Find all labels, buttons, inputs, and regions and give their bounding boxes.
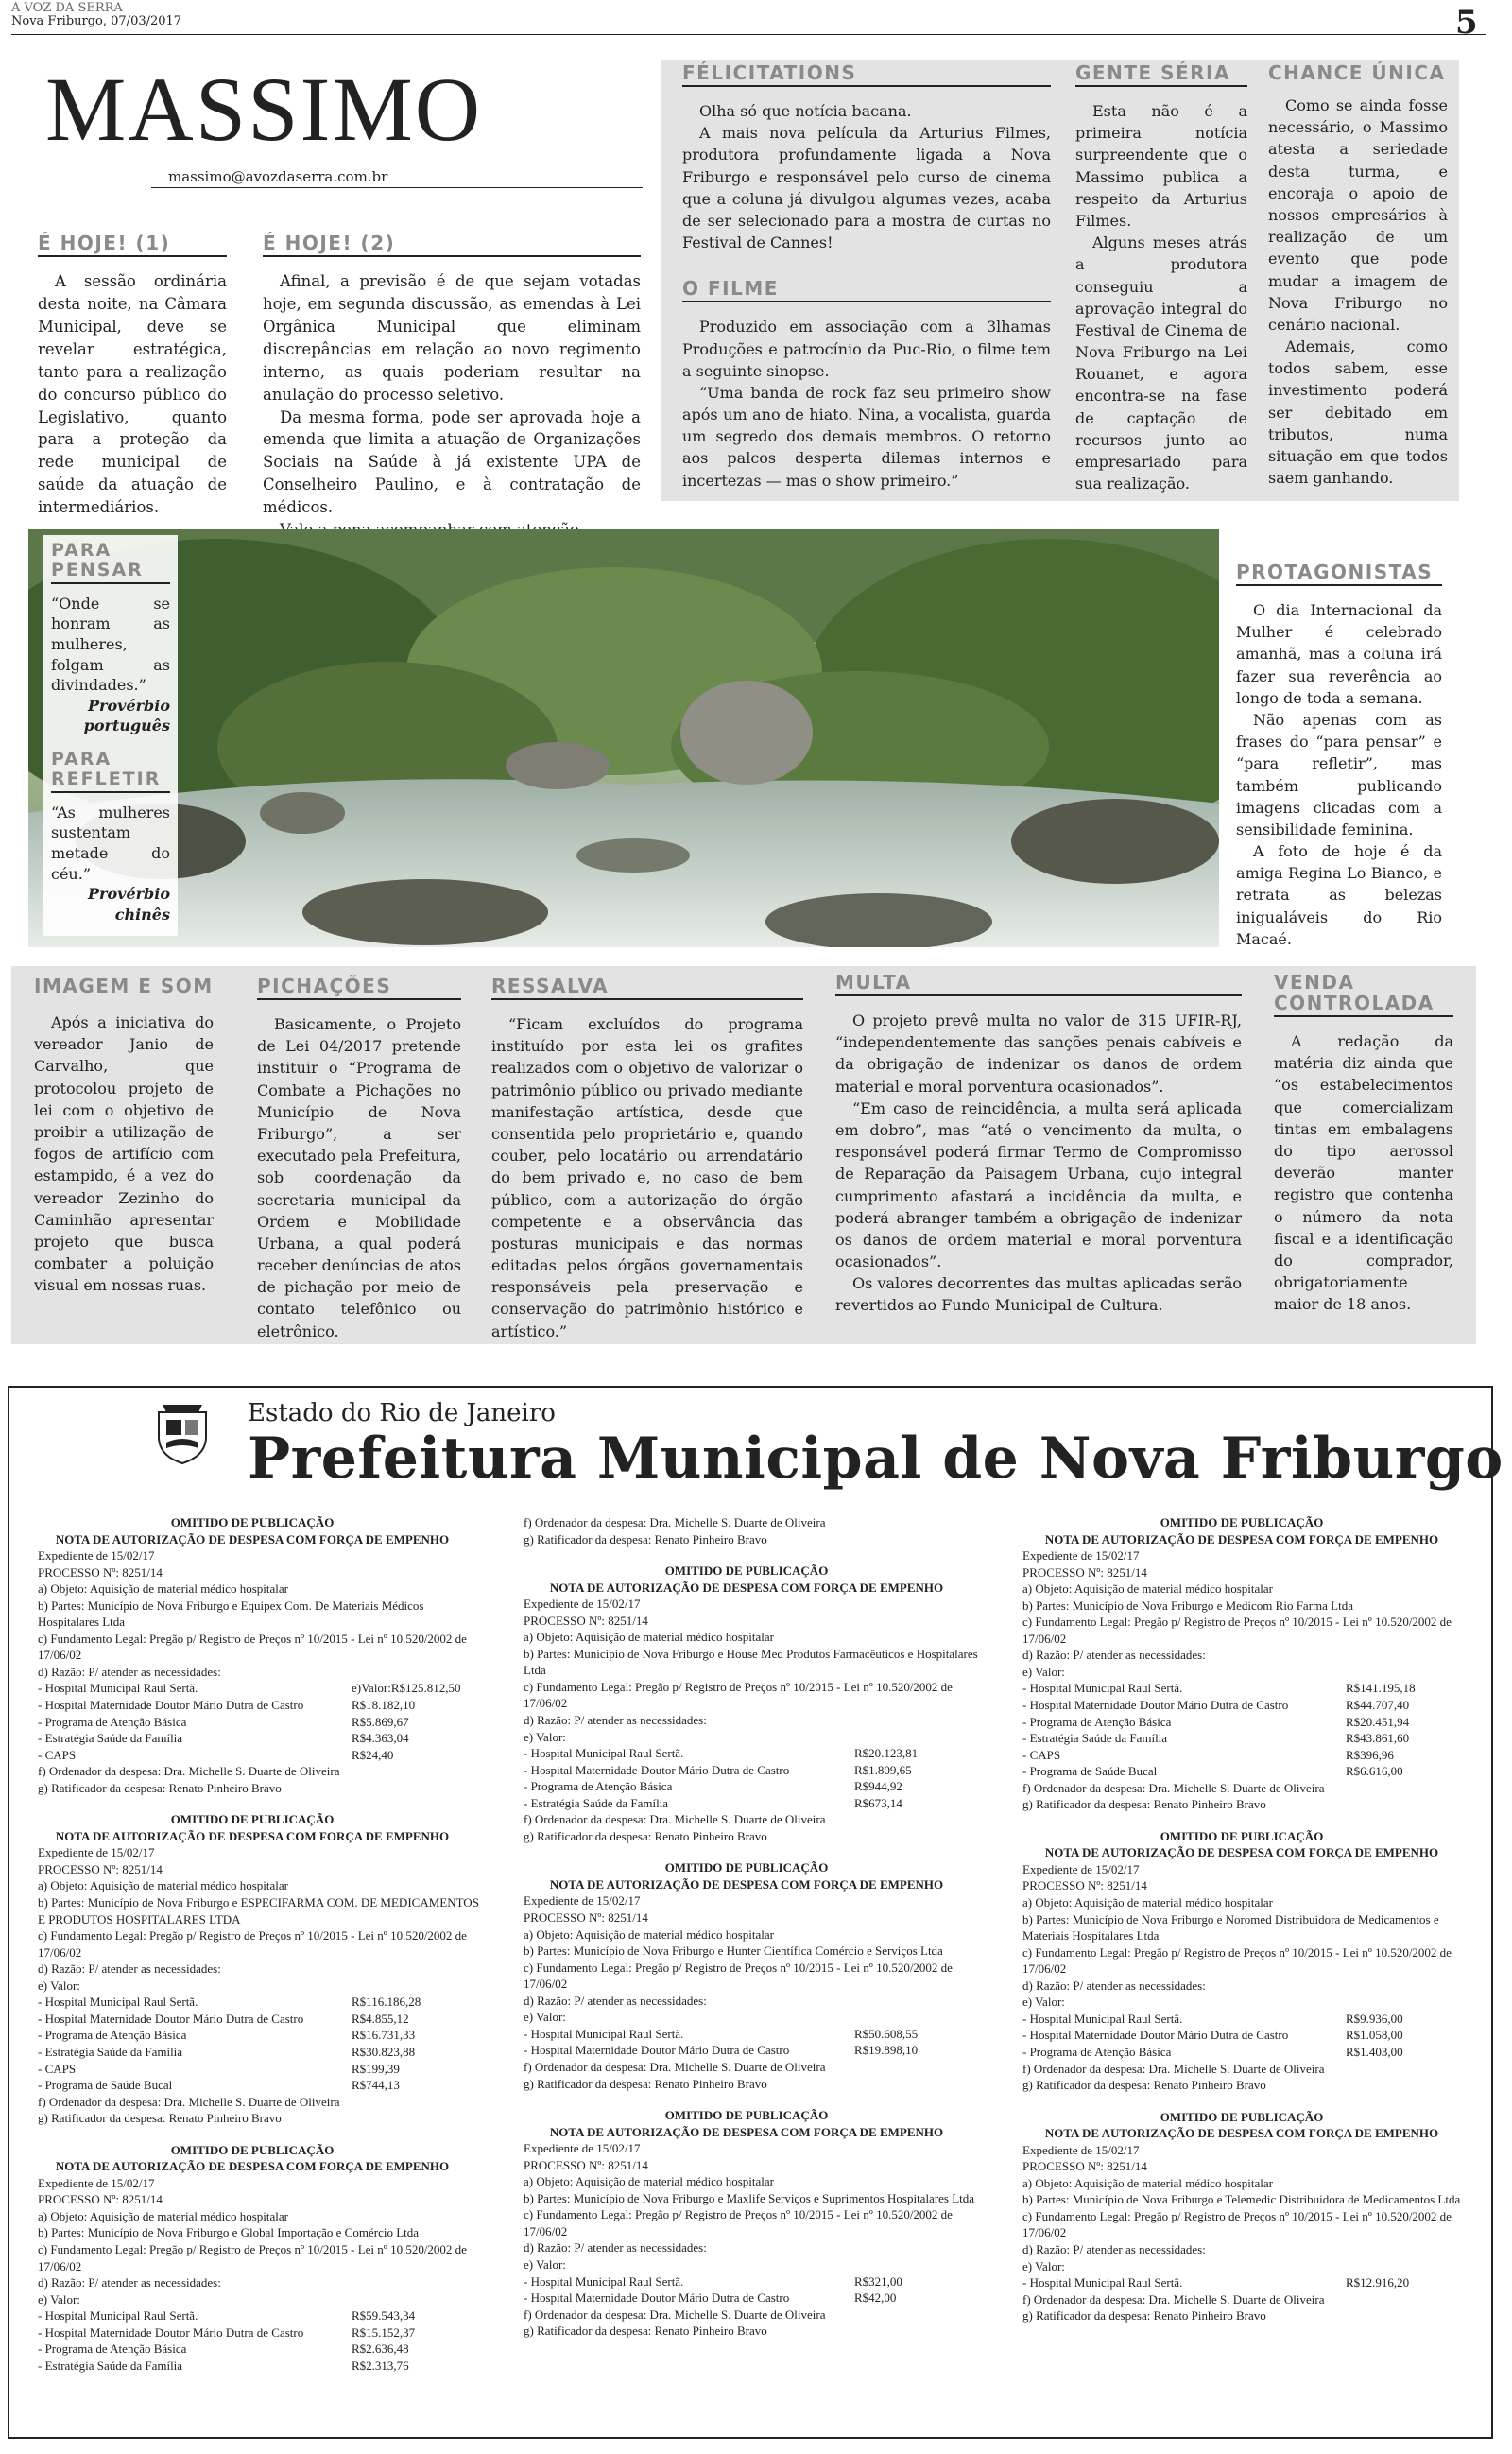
value-amount: R$16.731,33 <box>352 2028 416 2043</box>
notice-line: b) Partes: Município de Nova Friburgo e Medicom Rio Farma Ltda <box>1022 1598 1353 1613</box>
para-pensar-quote: “Onde se honram as mulheres, folgam as divindades.” Provérbio português <box>51 594 170 735</box>
notice-line: a) Objeto: Aquisição de material médico hospitalar <box>1022 1895 1273 1910</box>
notice-heading: OMITIDO DE PUBLICAÇÃO <box>170 2142 335 2157</box>
notice-value-row <box>21 2027 484 2044</box>
notice-value-row <box>1005 1697 1478 1714</box>
value-amount: R$199,39 <box>352 2061 400 2076</box>
notice-line: d) Razão: P/ atender as necessidades: <box>38 2275 221 2290</box>
notice-line: g) Ratificador da despesa: Renato Pinheiro Bravo <box>38 2111 282 2126</box>
page-number: 5 <box>1455 4 1478 42</box>
notice-value-row <box>507 2273 987 2290</box>
value-amount: R$9.936,00 <box>1346 2011 1403 2026</box>
notice-value-row <box>507 1778 987 1795</box>
value-amount: R$1.058,00 <box>1346 2028 1403 2043</box>
notice-value-row <box>1005 2274 1478 2291</box>
notice-line: f) Ordenador da despesa: Dra. Michelle S. Duarte de Oliveira <box>1022 2061 1325 2076</box>
notices-column-1 <box>21 1514 484 2389</box>
notice-line: c) Fundamento Legal: Pregão p/ Registro de Preços nº 10/2015 - Lei nº 10.520/2002 de 17/06/02 <box>524 2207 953 2238</box>
multa <box>835 972 1242 1317</box>
section-text: A sessão ordinária desta noite, na Câmara Municipal, deve se revelar estratégica, tanto para a realização do concurso público do Legislativo, quanto para a proteção da rede municipal de saúde da atuação de intermediários. <box>38 272 227 517</box>
value-amount: R$4.363,04 <box>352 1731 409 1746</box>
value-amount: R$321,00 <box>854 2273 902 2289</box>
river-photo <box>28 529 1219 947</box>
notice-line: a) Objeto: Aquisição de material médico hospitalar <box>38 1581 288 1597</box>
section-text: Basicamente, o Projeto de Lei 04/2017 pretende instituir o “Programa de Combate a Pichações no Município de Nova Friburgo”, a ser executado pela Prefeitura, sob coordenação da secretaria municipal da Ordem e Mobilidade Urbana, a qual poderá receber denúncias de atos de pichação por meio de contato telefônico ou eletrônico. <box>257 1015 461 1340</box>
section-text: Afinal, a previsão é de que sejam votadas hoje, em segunda discussão, as emendas à Lei Orgânica Municipal que eliminam discrepâncias em relação ao novo regimento interno, as quais poderiam resultar na anulação do processo seletivo. Da mesma forma, pode ser aprovada hoje a emenda que limita a atuação de Organizações Sociais na Saúde à já existente UPA de Conselheiro Paulino, e à contratação de médicos. <box>263 272 641 517</box>
chance-unica <box>1268 62 1448 489</box>
value-label: - Hospital Maternidade Doutor Mário Dutra de Castro <box>524 2290 790 2306</box>
value-label: - Estratégia Saúde da Família <box>1022 1731 1168 1746</box>
notice-line: PROCESSO Nº: 8251/14 <box>38 1861 163 1876</box>
notice-line: f) Ordenador da despesa: Dra. Michelle S. Duarte de Oliveira <box>1022 1780 1325 1795</box>
date-line: Nova Friburgo, 07/03/2017 <box>11 14 182 28</box>
notice-line: d) Razão: P/ atender as necessidades: <box>38 1664 221 1679</box>
pichacoes <box>257 976 461 1342</box>
value-label: - Hospital Municipal Raul Sertã. <box>38 2308 198 2324</box>
value-amount: R$20.451,94 <box>1346 1714 1410 1729</box>
notice-line: d) Razão: P/ atender as necessidades: <box>1022 2241 1206 2256</box>
value-label: - Hospital Municipal Raul Sertã. <box>1022 1681 1183 1696</box>
value-amount: R$4.855,12 <box>352 2011 409 2026</box>
notice-line: Expediente de 15/02/17 <box>38 2175 155 2190</box>
notice-line: Expediente de 15/02/17 <box>524 2141 641 2156</box>
value-amount: R$2.313,76 <box>352 2358 409 2373</box>
value-label: - Programa de Saúde Bucal <box>38 2078 173 2093</box>
value-amount: R$116.186,28 <box>352 1995 421 2010</box>
prefeitura-name: Prefeitura Municipal de Nova Friburgo <box>248 1426 1503 1492</box>
notice-line: c) Fundamento Legal: Pregão p/ Registro de Preços nº 10/2015 - Lei nº 10.520/2002 de 17/06/02 <box>524 1679 953 1711</box>
notice-line: c) Fundamento Legal: Pregão p/ Registro de Preços nº 10/2015 - Lei nº 10.520/2002 de 17/06/02 <box>1022 1615 1452 1646</box>
value-amount: R$59.543,34 <box>352 2308 416 2324</box>
notice-line: g) Ratificador da despesa: Renato Pinheiro Bravo <box>1022 1797 1266 1812</box>
value-amount: R$1.403,00 <box>1346 2044 1403 2059</box>
notice-line: e) Valor: <box>1022 1995 1065 2010</box>
value-label: - Programa de Atenção Básica <box>38 2342 187 2357</box>
value-amount: R$42,00 <box>854 2290 897 2306</box>
value-label: - Hospital Municipal Raul Sertã. <box>524 1746 684 1761</box>
section-title: RESSALVA <box>491 976 803 1000</box>
notice-block <box>507 1859 987 2092</box>
notice-heading: OMITIDO DE PUBLICAÇÃO <box>1160 1515 1324 1529</box>
notice-heading: OMITIDO DE PUBLICAÇÃO <box>170 1515 335 1529</box>
notice-value-row <box>1005 2044 1478 2061</box>
notice-line: g) Ratificador da despesa: Renato Pinheiro Bravo <box>1022 2078 1266 2093</box>
notice-subheading: NOTA DE AUTORIZAÇÃO DE DESPESA COM FORÇA DE EMPENHO <box>549 1876 944 1892</box>
notice-line: e) Valor: <box>524 2256 566 2272</box>
value-label: - Hospital Maternidade Doutor Mário Dutra de Castro <box>38 2011 304 2026</box>
venda-controlada <box>1274 972 1453 1315</box>
section-text: A redação da matéria diz ainda que “os estabelecimentos que comercializam tintas em embalagens do tipo aerossol deverão manter registro que contenha o número da nota fiscal e a identificação do comprador, obrigatoriamente maior de 18 anos. <box>1274 1032 1453 1314</box>
gente-seria <box>1075 62 1247 494</box>
value-amount: R$141.195,18 <box>1346 1681 1416 1696</box>
notice-line: e) Valor: <box>524 2010 566 2025</box>
notice-line: b) Partes: Município de Nova Friburgo e ESPECIFARMA COM. DE MEDICAMENTOS E PRODUTOS HOSPITALARES LTDA <box>38 1895 479 1927</box>
notice-subheading: NOTA DE AUTORIZAÇÃO DE DESPESA COM FORÇA DE EMPENHO <box>55 2159 450 2174</box>
notice-value-row <box>21 1994 484 2011</box>
notice-line: b) Partes: Município de Nova Friburgo e Noromed Distribuidora de Medicamentos e Materiais Hospitalares Ltda <box>1022 1911 1439 1944</box>
notice-block <box>1005 2109 1478 2324</box>
notice-line: f) Ordenador da despesa: Dra. Michelle S. Duarte de Oliveira <box>1022 2291 1325 2307</box>
value-amount: R$12.916,20 <box>1346 2275 1410 2290</box>
notice-value-row <box>21 1680 484 1697</box>
section-title: É HOJE! (2) <box>263 233 641 257</box>
river-photo-image <box>28 529 1219 947</box>
notice-block <box>1005 1514 1478 1813</box>
notice-block <box>507 2107 987 2340</box>
notice-line: PROCESSO Nº: 8251/14 <box>38 2192 163 2207</box>
value-label: - Hospital Maternidade Doutor Mário Dutra de Castro <box>38 1698 304 1713</box>
value-label: - Hospital Maternidade Doutor Mário Dutra de Castro <box>38 2324 304 2340</box>
column-email: massimo@avozdaserra.com.br <box>168 168 388 185</box>
section-title: PICHAÇÕES <box>257 976 461 1000</box>
notice-heading: OMITIDO DE PUBLICAÇÃO <box>1160 1828 1324 1843</box>
notice-line: a) Objeto: Aquisição de material médico hospitalar <box>1022 2175 1273 2190</box>
notice-line: a) Objeto: Aquisição de material médico hospitalar <box>524 1927 774 1942</box>
notice-line: b) Partes: Município de Nova Friburgo e House Med Produtos Farmacêuticos e Hospitalares Ltda <box>524 1646 978 1678</box>
value-label: - Programa de Atenção Básica <box>38 2028 187 2043</box>
notice-subheading: NOTA DE AUTORIZAÇÃO DE DESPESA COM FORÇA DE EMPENHO <box>55 1828 450 1843</box>
notice-line: PROCESSO Nº: 8251/14 <box>1022 1564 1147 1580</box>
notice-line: b) Partes: Município de Nova Friburgo e Telemedic Distribuidora de Medicamentos Ltda <box>1022 2192 1461 2207</box>
notice-line: f) Ordenador da despesa: Dra. Michelle S. Duarte de Oliveira <box>524 1515 826 1529</box>
notice-line: c) Fundamento Legal: Pregão p/ Registro de Preços nº 10/2015 - Lei nº 10.520/2002 de 17/06/02 <box>524 1960 953 1992</box>
section-text: O projeto prevê multa no valor de 315 UFIR-RJ, “independentemente das sanções penais cabíveis e da obrigação de indenizar os danos de ordem material e moral porventura ocasionados”. “Em caso de reincidência, a multa será aplicada em dobro”, mas “até o vencimento da multa, o responsável poderá firmar Termo de Compromisso de Reparação da Paisagem Urbana, cujo integral cumprimento afastará a incidência da multa, e poderá abranger também a obrigação de indenizar os danos de ordem material e moral porventura ocasionados”. Os valores decorrentes das multas aplicadas serão revertidos ao Fundo Municipal de Cultura. <box>835 1011 1242 1315</box>
notice-line: Expediente de 15/02/17 <box>38 1548 155 1564</box>
notice-line: f) Ordenador da despesa: Dra. Michelle S. Duarte de Oliveira <box>524 2307 826 2322</box>
notice-heading: OMITIDO DE PUBLICAÇÃO <box>1160 2109 1324 2124</box>
value-amount: R$5.869,67 <box>352 1714 409 1729</box>
notice-subheading: NOTA DE AUTORIZAÇÃO DE DESPESA COM FORÇA DE EMPENHO <box>1044 1531 1439 1547</box>
value-amount: R$673,14 <box>854 1795 902 1810</box>
prefeitura-state: Estado do Rio de Janeiro <box>248 1399 556 1427</box>
notice-value-row <box>21 1714 484 1731</box>
notice-heading: OMITIDO DE PUBLICAÇÃO <box>170 1812 335 1827</box>
notice-subheading: NOTA DE AUTORIZAÇÃO DE DESPESA COM FORÇA DE EMPENHO <box>55 1531 450 1547</box>
para-refletir-title: PARA REFLETIR <box>51 750 170 793</box>
notice-line: e) Valor: <box>1022 2258 1065 2273</box>
e-hoje-1 <box>38 233 227 519</box>
notice-subheading: NOTA DE AUTORIZAÇÃO DE DESPESA COM FORÇA DE EMPENHO <box>1044 1845 1439 1860</box>
notice-block <box>21 1811 484 2126</box>
notice-value-row <box>21 2077 484 2094</box>
value-label: - Hospital Maternidade Doutor Mário Dutra de Castro <box>524 1762 790 1777</box>
value-label: - Estratégia Saúde da Família <box>38 2358 183 2373</box>
value-label: - Hospital Maternidade Doutor Mário Dutra de Castro <box>1022 2028 1289 2043</box>
notice-line: PROCESSO Nº: 8251/14 <box>1022 1878 1147 1893</box>
section-text: Produzido em associação com a 3lhamas Produções e patrocínio da Puc-Rio, o filme tem a seguinte sinopse. “Uma banda de rock faz seu primeiro show após um ano de hiato. Nina, a vocalista, guarda um segredo dos demais membros. O retorno aos palcos desperta dilemas internos e incertezas — mas o show primeiro.” <box>682 318 1051 490</box>
notice-line: PROCESSO Nº: 8251/14 <box>524 2157 648 2172</box>
notice-value-row <box>21 1697 484 1714</box>
notice-subheading: NOTA DE AUTORIZAÇÃO DE DESPESA COM FORÇA DE EMPENHO <box>1044 2126 1439 2141</box>
notice-line: e) Valor: <box>524 1729 566 1744</box>
ressalva <box>491 976 803 1342</box>
notice-line: Expediente de 15/02/17 <box>524 1597 641 1612</box>
value-amount: R$24,40 <box>352 1747 394 1762</box>
section-text: Como se ainda fosse necessário, o Massimo atesta a seriedade desta turma, e encoraja o apoio de nossos empresários à realização de um evento que pode mudar a imagem de Nova Friburgo no cenário nacional. Ademais, como todos sabem, esse investimento poderá ser debitado em tributos, numa situação em que todos saem ganhando. <box>1268 96 1448 488</box>
notice-line: c) Fundamento Legal: Pregão p/ Registro de Preços nº 10/2015 - Lei nº 10.520/2002 de 17/06/02 <box>1022 2208 1452 2240</box>
value-label: - Programa de Atenção Básica <box>524 1779 673 1794</box>
section-title: O FILME <box>682 278 1051 302</box>
felicitations <box>682 62 1051 492</box>
notice-line: a) Objeto: Aquisição de material médico hospitalar <box>524 1630 774 1645</box>
value-amount: R$18.182,10 <box>352 1698 416 1713</box>
notice-line: PROCESSO Nº: 8251/14 <box>524 1910 648 1926</box>
notice-value-row <box>507 1745 987 1762</box>
notice-line: f) Ordenador da despesa: Dra. Michelle S. Duarte de Oliveira <box>38 1764 340 1779</box>
section-title: FÉLICITATIONS <box>682 62 1051 87</box>
notice-line: c) Fundamento Legal: Pregão p/ Registro de Preços nº 10/2015 - Lei nº 10.520/2002 de 17/06/02 <box>38 2241 467 2273</box>
notice-line: g) Ratificador da despesa: Renato Pinheiro Bravo <box>524 1828 767 1843</box>
para-pensar-title: PARA PENSAR <box>51 541 170 584</box>
notice-line: d) Razão: P/ atender as necessidades: <box>38 1961 221 1977</box>
value-label: - Estratégia Saúde da Família <box>38 1731 183 1746</box>
imagem-som <box>34 976 214 1296</box>
notice-line: Expediente de 15/02/17 <box>1022 1861 1140 1876</box>
value-amount: R$43.861,60 <box>1346 1731 1410 1746</box>
notice-value-row <box>1005 1763 1478 1780</box>
notice-line: g) Ratificador da despesa: Renato Pinheiro Bravo <box>524 2324 767 2339</box>
notice-heading: OMITIDO DE PUBLICAÇÃO <box>664 1860 829 1875</box>
value-label: - Hospital Municipal Raul Sertã. <box>524 2026 684 2041</box>
notices-column-2 <box>507 1514 987 2355</box>
notice-value-row <box>21 2011 484 2028</box>
para-pensar-box <box>43 535 178 936</box>
value-label: - Estratégia Saúde da Família <box>38 2044 183 2059</box>
notice-line: b) Partes: Município de Nova Friburgo e Global Importação e Comércio Ltda <box>38 2225 420 2240</box>
value-label: - Programa de Atenção Básica <box>1022 2044 1172 2059</box>
notice-value-row <box>21 2061 484 2078</box>
section-title: GENTE SÉRIA <box>1075 62 1247 87</box>
notice-value-row <box>21 2358 484 2375</box>
value-label: - CAPS <box>38 1747 77 1762</box>
notice-line: d) Razão: P/ atender as necessidades: <box>524 1713 707 1728</box>
notice-heading: OMITIDO DE PUBLICAÇÃO <box>664 2108 829 2123</box>
notice-line: e) Valor: <box>1022 1664 1065 1679</box>
notice-value-row <box>1005 1747 1478 1764</box>
notice-block <box>21 2142 484 2375</box>
value-label: - Hospital Municipal Raul Sertã. <box>38 1995 198 2010</box>
notice-line: a) Objeto: Aquisição de material médico hospitalar <box>1022 1581 1273 1597</box>
notice-value-row <box>21 2044 484 2061</box>
notice-line: c) Fundamento Legal: Pregão p/ Registro de Preços nº 10/2015 - Lei nº 10.520/2002 de 17/06/02 <box>1022 1944 1452 1977</box>
value-label: - CAPS <box>1022 1747 1061 1762</box>
value-label: - Hospital Maternidade Doutor Mário Dutra de Castro <box>524 2043 790 2058</box>
notice-value-row <box>21 2307 484 2324</box>
section-text: Olha só que notícia bacana. A mais nova película da Arturius Filmes, produtora profundamente ligada a Nova Friburgo e responsável pelo curso de cinema que a coluna já divulgou algumas vezes, acaba de ser selecionado para a mostra de curtas no Festival de Cannes! <box>682 102 1051 252</box>
notice-line: d) Razão: P/ atender as necessidades: <box>1022 1978 1206 1993</box>
notice-value-row <box>507 1762 987 1779</box>
notice-block <box>21 1514 484 1796</box>
e-hoje-2 <box>263 233 641 542</box>
notice-block <box>1005 1828 1478 2094</box>
value-amount: R$44.707,40 <box>1346 1698 1410 1713</box>
value-amount: R$396,96 <box>1346 1747 1394 1762</box>
value-amount: R$6.616,00 <box>1346 1764 1403 1779</box>
section-title: VENDA CONTROLADA <box>1274 972 1453 1017</box>
header-rule <box>11 34 1486 35</box>
value-amount: R$2.636,48 <box>352 2342 409 2357</box>
notice-value-row <box>21 1747 484 1764</box>
value-label: - Programa de Atenção Básica <box>38 1714 187 1729</box>
value-amount: R$20.123,81 <box>854 1746 919 1761</box>
notice-line: d) Razão: P/ atender as necessidades: <box>524 2240 707 2255</box>
notice-line: PROCESSO Nº: 8251/14 <box>38 1564 163 1580</box>
notice-subheading: NOTA DE AUTORIZAÇÃO DE DESPESA COM FORÇA DE EMPENHO <box>549 2124 944 2139</box>
value-label: - Hospital Municipal Raul Sertã. <box>1022 2011 1183 2026</box>
notice-value-row <box>1005 2011 1478 2028</box>
value-amount: R$1.809,65 <box>854 1762 912 1777</box>
notice-line: c) Fundamento Legal: Pregão p/ Registro de Preços nº 10/2015 - Lei nº 10.520/2002 de 17/06/02 <box>38 1631 467 1663</box>
notice-line: Expediente de 15/02/17 <box>524 1893 641 1909</box>
notice-line: d) Razão: P/ atender as necessidades: <box>524 1993 707 2008</box>
notice-line: PROCESSO Nº: 8251/14 <box>524 1613 648 1628</box>
value-label: - CAPS <box>38 2061 77 2076</box>
value-amount: R$30.823,88 <box>352 2044 416 2059</box>
protagonistas <box>1236 562 1442 950</box>
value-label: - Hospital Municipal Raul Sertã. <box>1022 2275 1183 2290</box>
notice-value-row <box>21 2341 484 2358</box>
notice-subheading: NOTA DE AUTORIZAÇÃO DE DESPESA COM FORÇA DE EMPENHO <box>549 1580 944 1595</box>
notice-line: b) Partes: Município de Nova Friburgo e Maxlife Serviços e Suprimentos Hospitalares Ltda <box>524 2190 975 2205</box>
notice-value-row <box>507 2026 987 2043</box>
section-text: Esta não é a primeira notícia surpreendente que o Massimo publica a respeito da Arturius Filmes. Alguns meses atrás a produtora conseguiu a aprovação integral do Festival de Cinema de Nova Friburgo na Lei Rouanet, e agora encontra-se na fase de captação de recursos junto ao empresariado para sua realização. <box>1075 102 1247 493</box>
section-text: O dia Internacional da Mulher é celebrado amanhã, mas a coluna irá fazer sua reverência ao longo de toda a semana. Não apenas com as frases do “para pensar” e “para refletir”, mas também publicando imagens clicadas com a sensibilidade feminina. A foto de hoje é da amiga Regina Lo Bianco, e retrata as belezas inigualáveis do Rio Macaé. <box>1236 601 1442 948</box>
notice-value-row <box>1005 1730 1478 1747</box>
value-amount: R$50.608,55 <box>854 2026 919 2041</box>
section-title: MULTA <box>835 972 1242 996</box>
notice-line: e) Valor: <box>38 2291 80 2307</box>
value-label: - Estratégia Saúde da Família <box>524 1795 669 1810</box>
value-amount: R$744,13 <box>352 2078 400 2093</box>
notice-value-row <box>507 1795 987 1812</box>
column-title: MASSIMO <box>45 59 483 160</box>
notice-line: a) Objeto: Aquisição de material médico hospitalar <box>38 1878 288 1893</box>
notice-line: c) Fundamento Legal: Pregão p/ Registro de Preços nº 10/2015 - Lei nº 10.520/2002 de 17/06/02 <box>38 1928 467 1960</box>
notice-line: f) Ordenador da despesa: Dra. Michelle S. Duarte de Oliveira <box>524 2059 826 2074</box>
title-rule <box>151 187 643 188</box>
notice-line: Expediente de 15/02/17 <box>1022 2142 1140 2157</box>
value-amount: R$19.898,10 <box>854 2043 919 2058</box>
notice-line: g) Ratificador da despesa: Renato Pinheiro Bravo <box>38 1780 282 1795</box>
value-amount: R$15.152,37 <box>352 2324 416 2340</box>
notice-value-row <box>21 1730 484 1747</box>
notice-line: d) Razão: P/ atender as necessidades: <box>1022 1648 1206 1663</box>
notice-line: f) Ordenador da despesa: Dra. Michelle S. Duarte de Oliveira <box>524 1812 826 1827</box>
notice-line: Expediente de 15/02/17 <box>38 1845 155 1860</box>
notice-block <box>507 1514 987 1547</box>
notice-line: a) Objeto: Aquisição de material médico hospitalar <box>524 2174 774 2189</box>
value-label: - Hospital Maternidade Doutor Mário Dutra de Castro <box>1022 1698 1289 1713</box>
value-amount: R$944,92 <box>854 1779 902 1794</box>
notices-column-3 <box>1005 1514 1478 2340</box>
notice-line: g) Ratificador da despesa: Renato Pinheiro Bravo <box>524 1531 767 1547</box>
section-title: IMAGEM E SOM <box>34 975 214 997</box>
notice-value-row <box>1005 1680 1478 1697</box>
section-text: “Ficam excluídos do programa instituído por esta lei os grafites realizados com o objetivo de valorizar o patrimônio público ou privado mediante manifestação artística, desde que consentida pelo proprietário e, quando couber, pelo locatário ou arrendatário do bem privado e, no caso de bem público, com a autorização do órgão competente e a observância das posturas municipais e das normas editadas pelos órgãos governamentais responsáveis pela preservação e conservação do patrimônio histórico e artístico.” <box>491 1015 803 1340</box>
section-title: CHANCE ÚNICA <box>1268 61 1446 84</box>
notice-line: e) Valor: <box>38 1978 80 1993</box>
notice-value-row <box>507 2042 987 2059</box>
notice-line: f) Ordenador da despesa: Dra. Michelle S. Duarte de Oliveira <box>38 2094 340 2109</box>
notice-line: Expediente de 15/02/17 <box>1022 1548 1140 1564</box>
section-title: É HOJE! (1) <box>38 233 227 257</box>
value-label: - Programa de Atenção Básica <box>1022 1714 1172 1729</box>
paper-name: A VOZ DA SERRA <box>11 1 123 15</box>
notice-heading: OMITIDO DE PUBLICAÇÃO <box>664 1564 829 1579</box>
value-label: - Hospital Municipal Raul Sertã. <box>524 2273 684 2289</box>
coat-of-arms-icon <box>153 1399 212 1465</box>
notice-line: a) Objeto: Aquisição de material médico hospitalar <box>38 2208 288 2223</box>
value-label: - Programa de Saúde Bucal <box>1022 1764 1158 1779</box>
notice-line: g) Ratificador da despesa: Renato Pinheiro Bravo <box>524 2076 767 2091</box>
section-title: PROTAGONISTAS <box>1236 562 1442 586</box>
value-label: - Hospital Municipal Raul Sertã. <box>38 1681 198 1696</box>
value-amount: e)Valor:R$125.812,50 <box>352 1681 461 1696</box>
notice-value-row <box>21 2324 484 2342</box>
notice-value-row <box>1005 2027 1478 2044</box>
notice-value-row <box>1005 1714 1478 1731</box>
para-refletir-quote: “As mulheres sustentam metade do céu.” Provérbio chinês <box>51 803 170 924</box>
notice-line: g) Ratificador da despesa: Renato Pinheiro Bravo <box>1022 2308 1266 2324</box>
notice-block <box>507 1563 987 1844</box>
notice-line: b) Partes: Município de Nova Friburgo e Equipex Com. De Materiais Médicos Hospitalares Ltda <box>38 1598 424 1630</box>
notice-line: b) Partes: Município de Nova Friburgo e Hunter Científica Comércio e Serviços Ltda <box>524 1944 943 1959</box>
notice-value-row <box>507 2290 987 2307</box>
notice-line: PROCESSO Nº: 8251/14 <box>1022 2159 1147 2174</box>
section-text: Após a iniciativa do vereador Janio de Carvalho, que protocolou projeto de lei com o objetivo de proibir a utilização de fogos de artifício com estampido, é a vez do vereador Zezinho do Caminhão apresentar projeto que busca combater a poluição visual em nossas ruas. <box>34 1013 214 1295</box>
